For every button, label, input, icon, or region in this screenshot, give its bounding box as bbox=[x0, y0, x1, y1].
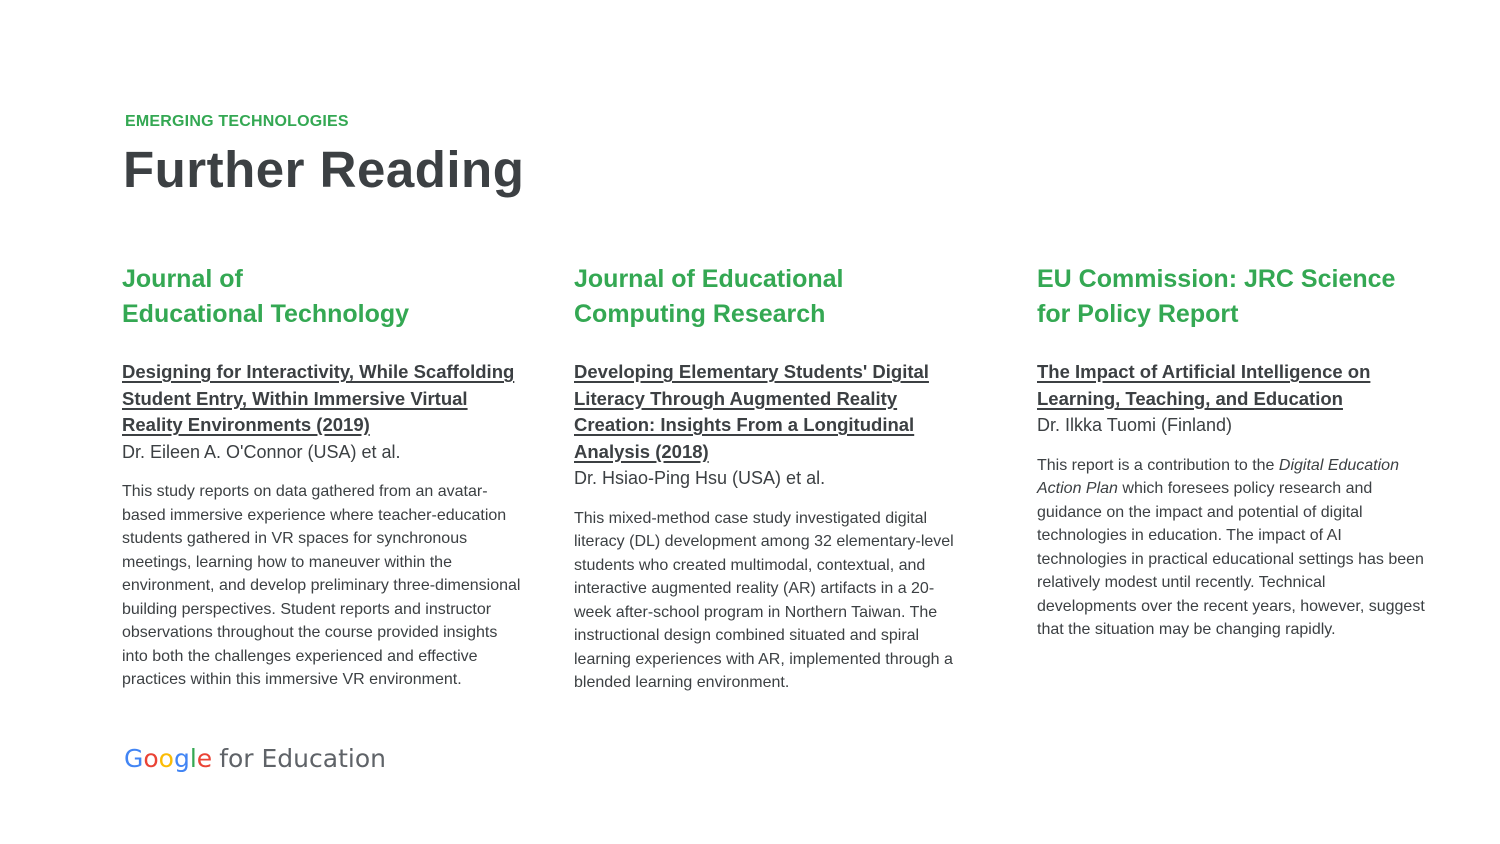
reading-column-1 bbox=[122, 262, 527, 692]
logo-letter: g bbox=[173, 744, 190, 773]
paper-title-link[interactable]: Designing for Interactivity, While Scaffolding Student Entry, Within Immersive Virtual Reality Environments (2019) bbox=[122, 361, 515, 435]
eyebrow-label: EMERGING TECHNOLOGIES bbox=[125, 113, 349, 130]
logo-letter: l bbox=[189, 744, 197, 773]
description-text: which foresees policy research and guidance on the impact and potential of digital technologies in education. The impact of AI technologies in practical educational settings has been relatively modest until recently. Technical developments over the recent years, however, suggest that the situation may be changing rapidly. bbox=[1037, 480, 1425, 638]
source-name: Journal of Educational Computing Research bbox=[574, 265, 844, 328]
reading-column-3 bbox=[1037, 262, 1427, 642]
paper-title-link[interactable]: The Impact of Artificial Intelligence on Learning, Teaching, and Education bbox=[1037, 361, 1371, 409]
google-for-education-logo bbox=[124, 744, 386, 773]
description: This study reports on data gathered from an avatar-based immersive experience where teacher-education students gathered in VR spaces for synchronous meetings, learning how to maneuver within the environment, and develop preliminary three-dimensional building perspectives. Student reports and instructor observations throughout the course provided insights into both the challenges experienced and effective practices within this immersive VR environment. bbox=[122, 483, 521, 688]
author: Dr. Ilkka Tuomi (Finland) bbox=[1037, 415, 1233, 435]
source-name: EU Commission: JRC Science for Policy Report bbox=[1037, 265, 1396, 328]
logo-letter: G bbox=[124, 744, 144, 773]
logo-suffix: for Education bbox=[219, 744, 386, 773]
description-text: This report is a contribution to the bbox=[1037, 456, 1279, 474]
source-name: Journal of Educational Technology bbox=[122, 265, 410, 328]
logo-letter: o bbox=[143, 744, 159, 773]
description: This mixed-method case study investigated digital literacy (DL) development among 32 elementary-level students who created multimodal, contextual, and interactive augmented reality (AR) artifacts in a 20-week after-school program in Northern Taiwan. The instructional design combined situated and spiral learning experiences with AR, implemented through a blended learning environment. bbox=[574, 509, 954, 691]
description-emphasis: Digital Education Action Plan bbox=[1037, 456, 1399, 497]
author: Dr. Eileen A. O'Connor (USA) et al. bbox=[122, 441, 401, 462]
page-title: Further Reading bbox=[123, 141, 525, 198]
logo-letter: e bbox=[196, 744, 213, 773]
reading-column-2 bbox=[574, 262, 966, 695]
author: Dr. Hsiao-Ping Hsu (USA) et al. bbox=[574, 468, 826, 488]
description bbox=[1037, 454, 1427, 642]
paper-title-link[interactable]: Developing Elementary Students' Digital Literacy Through Augmented Reality Creation: Insights From a Longitudinal Analysis (2018) bbox=[574, 361, 929, 462]
logo-letter: o bbox=[158, 744, 174, 773]
